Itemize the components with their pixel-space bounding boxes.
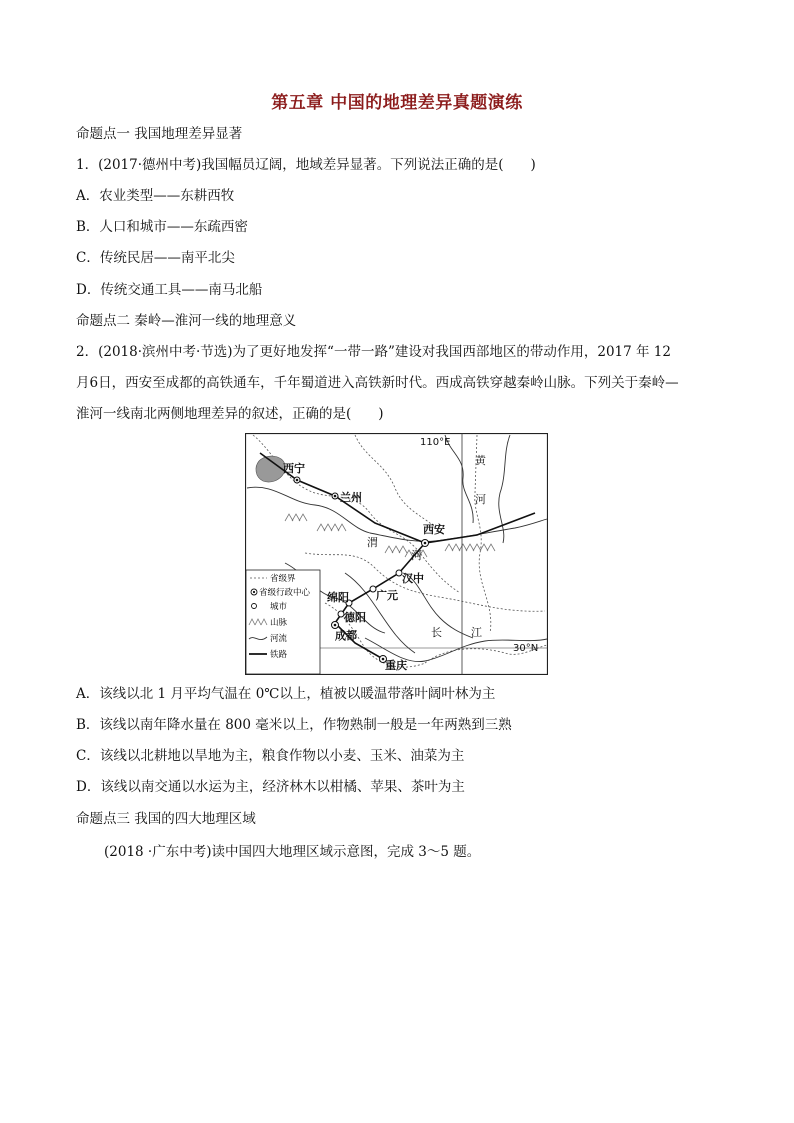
question-2-option-d: D．该线以南交通以水运为主，经济林木以柑橘、苹果、茶叶为主 (76, 779, 465, 795)
label-yangtze-2: 江 (471, 626, 482, 639)
legend-railway: 铁路 (270, 650, 288, 660)
qinling-map (245, 433, 548, 675)
legend-city: 城市 (270, 602, 288, 612)
question-2-option-b: B．该线以南年降水量在 800 毫米以上，作物熟制一般是一年两熟到三熟 (76, 717, 512, 733)
legend-provincial-border: 省级界 (270, 574, 296, 584)
question-2-stem-line-1: 2．(2018·滨州中考·节选)为了更好地发挥“一带一路”建设对我国西部地区的带动作用，2017 年 12 (76, 344, 671, 360)
legend-capital: 省级行政中心 (259, 588, 311, 598)
label-wei-river-1: 渭 (367, 536, 378, 549)
label-latitude: 30°N (513, 643, 539, 654)
question-2-option-c: C．该线以北耕地以旱地为主，粮食作物以小麦、玉米、油菜为主 (76, 748, 465, 764)
topic-heading-2: 命题点二 秦岭—淮河一线的地理意义 (76, 313, 297, 329)
label-xian: 西安 (423, 523, 445, 536)
label-lanzhou: 兰州 (340, 491, 362, 504)
topic-heading-1: 命题点一 我国地理差异显著 (76, 126, 243, 142)
label-chengdu: 成都 (335, 629, 357, 642)
page-title: 第五章 中国的地理差异真题演练 (271, 93, 523, 113)
label-yellow-river-1: 黄 (475, 454, 486, 467)
label-xining: 西宁 (283, 462, 305, 475)
label-mianyang: 绵阳 (327, 591, 349, 604)
question-2-stem-line-3: 淮河一线南北两侧地理差异的叙述，正确的是( ) (76, 406, 384, 422)
label-chongqing: 重庆 (385, 659, 407, 672)
legend-river: 河流 (270, 634, 288, 644)
label-guangyuan: 广元 (376, 589, 398, 602)
label-deyang: 德阳 (344, 611, 366, 624)
question-1-stem: 1．(2017·德州中考)我国幅员辽阔，地域差异显著。下列说法正确的是( ) (76, 157, 536, 173)
legend-mountain: 山脉 (270, 618, 288, 628)
label-wei-river-2: 河 (411, 549, 422, 562)
question-1-option-c: C．传统民居——南平北尖 (76, 250, 235, 266)
question-1-option-b: B．人口和城市——东疏西密 (76, 219, 248, 235)
label-yellow-river-2: 河 (475, 493, 486, 506)
label-hanzhong: 汉中 (402, 572, 424, 585)
question-2-stem-line-2: 月6日，西安至成都的高铁通车，千年蜀道进入高铁新时代。西成高铁穿越秦岭山脉。下列关于秦岭— (76, 375, 679, 391)
question-2-option-a: A．该线以北 1 月平均气温在 0℃以上，植被以暖温带落叶阔叶林为主 (76, 686, 496, 702)
question-1-option-a: A．农业类型——东耕西牧 (76, 188, 235, 204)
label-yangtze-1: 长 (431, 626, 442, 639)
question-1-option-d: D．传统交通工具——南马北船 (76, 282, 263, 298)
topic-heading-3: 命题点三 我国的四大地理区域 (76, 811, 256, 827)
question-3-intro: (2018 ·广东中考)读中国四大地理区域示意图，完成 3～5 题。 (104, 844, 481, 860)
label-longitude: 110°E (420, 437, 451, 448)
map-legend (246, 570, 320, 674)
